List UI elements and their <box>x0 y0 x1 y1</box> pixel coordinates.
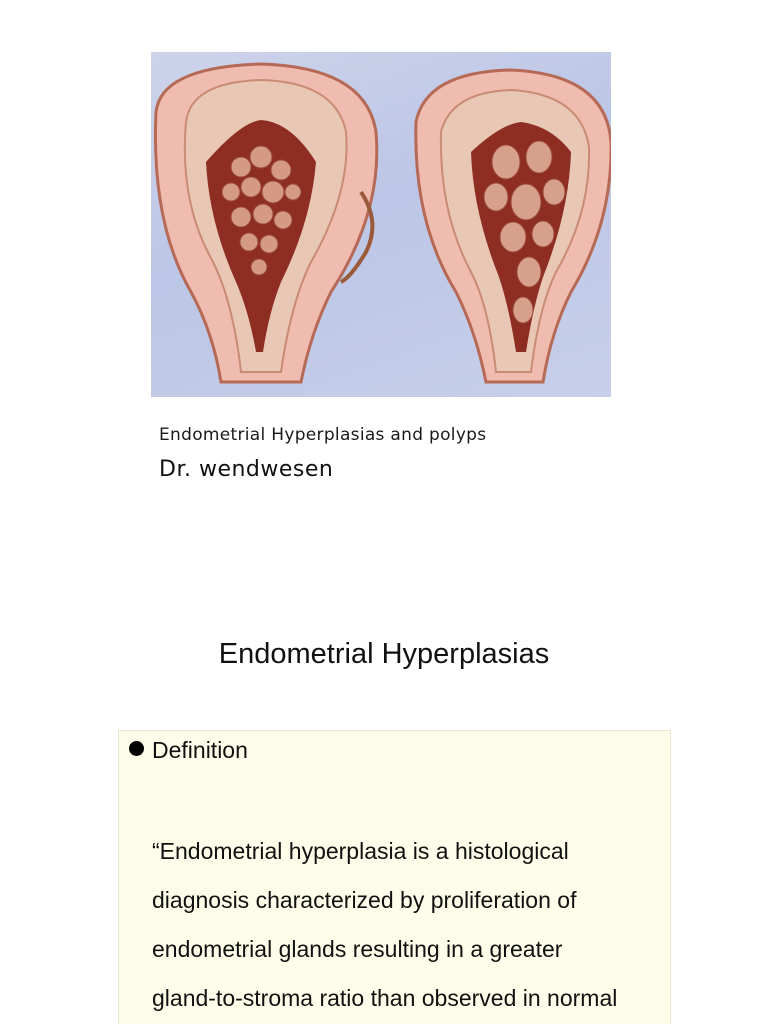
presentation-subtitle: Endometrial Hyperplasias and polyps <box>159 425 487 445</box>
quote-line: endometrial glands resulting in a greater <box>152 936 563 962</box>
quote-line: gland-to-stroma ratio than observed in normal <box>152 985 618 1011</box>
definition-box <box>118 730 671 1024</box>
right-uterus <box>416 70 611 382</box>
quote-line: “Endometrial hyperplasia is a histological <box>152 838 569 864</box>
bullet-dot-icon <box>129 741 144 756</box>
left-uterus <box>155 64 376 382</box>
definition-quote <box>152 827 617 1023</box>
quote-line: diagnosis characterized by proliferation of <box>152 887 577 913</box>
author-name: Dr. wendwesen <box>159 457 334 482</box>
section-title: Endometrial Hyperplasias <box>218 638 550 670</box>
definition-label: Definition <box>152 737 248 763</box>
uterus-illustration <box>151 52 611 397</box>
uterus-illustration-drawing <box>151 52 611 397</box>
